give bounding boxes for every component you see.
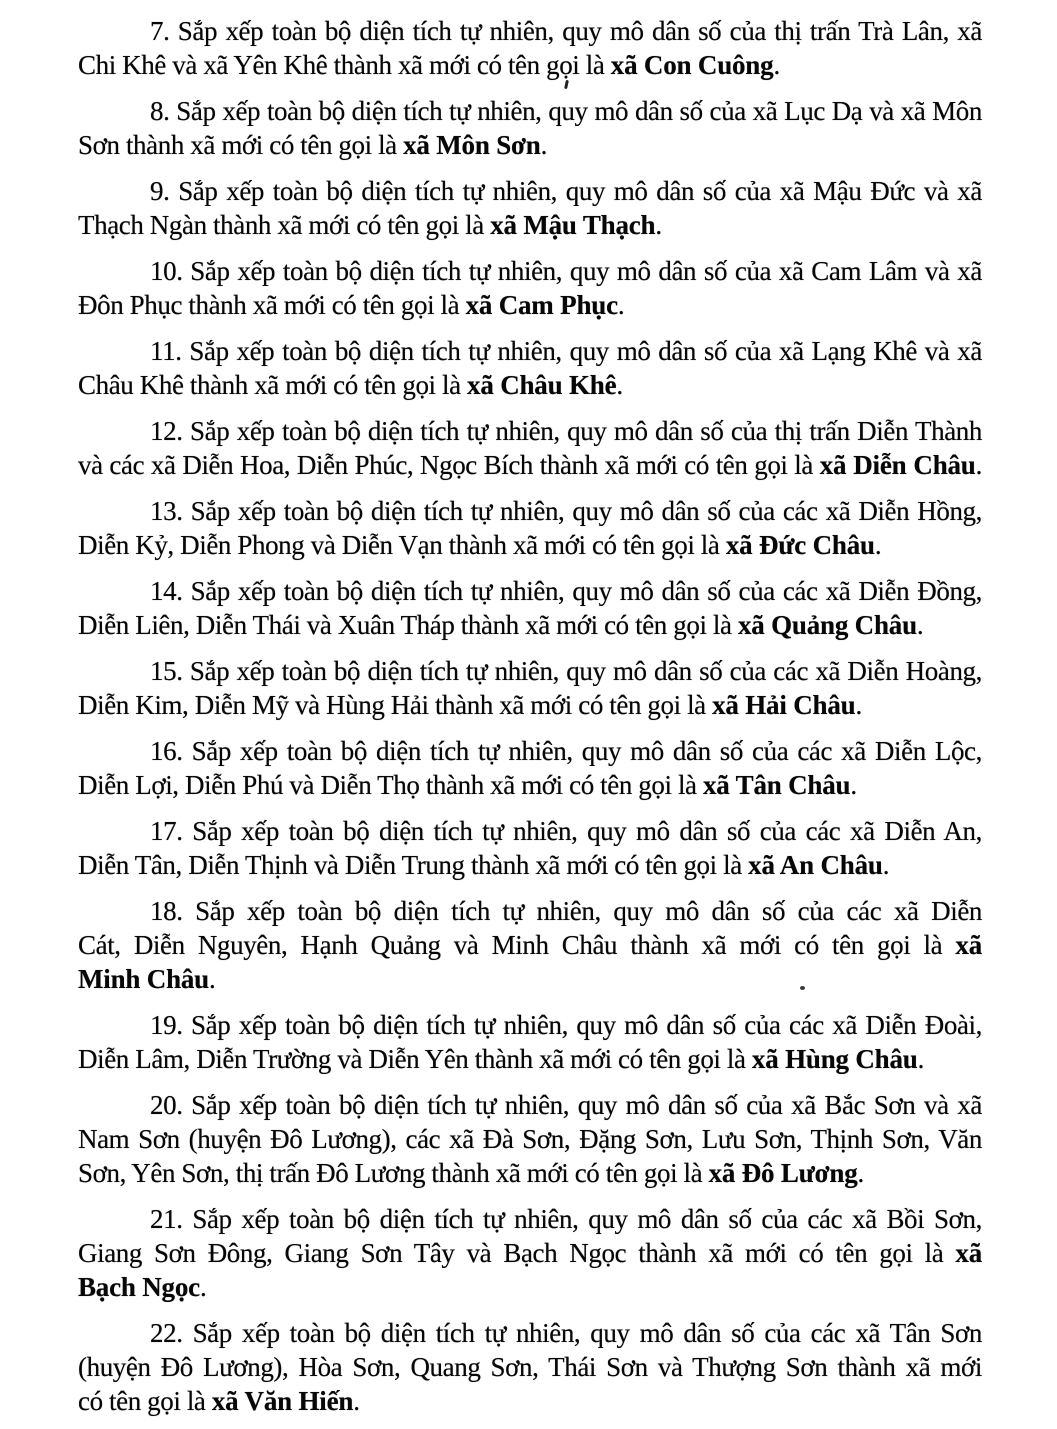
decree-item-10-line-1	[78, 254, 982, 288]
decree-item-22	[78, 1316, 982, 1418]
decree-item-16-line-1	[78, 734, 982, 768]
decree-text: .	[353, 1386, 360, 1416]
decree-item-14-line-2	[78, 608, 982, 642]
decree-item-12-line-1	[78, 414, 982, 448]
decree-text: 14. Sắp xếp toàn bộ diện tích tự nhiên, quy mô dân số của các xã Diễn Đồng,	[150, 576, 982, 606]
decree-item-15-line-2	[78, 688, 982, 722]
decree-item-8-line-1	[78, 94, 982, 128]
decree-item-13-line-1	[78, 494, 982, 528]
new-commune-name: xã Môn Sơn	[403, 130, 541, 160]
decree-item-13-line-2	[78, 528, 982, 562]
new-commune-name: xã Châu Khê	[467, 370, 617, 400]
document-body	[78, 14, 982, 1429]
decree-text: .	[916, 610, 924, 640]
decree-item-7-line-1	[78, 14, 982, 48]
decree-item-7-line-2	[78, 48, 982, 82]
decree-text: .	[773, 50, 780, 80]
decree-item-9	[78, 174, 982, 242]
decree-text: Diễn Lâm, Diễn Trường và Diễn Yên thành xã mới có tên gọi là	[78, 1044, 752, 1074]
decree-item-22-line-1	[78, 1316, 982, 1350]
decree-text: .	[199, 1272, 207, 1302]
new-commune-name: xã Cam Phục	[465, 290, 618, 320]
decree-item-20-line-1	[78, 1088, 982, 1122]
decree-text: 22. Sắp xếp toàn bộ diện tích tự nhiên, quy mô dân số của các xã Tân Sơn	[150, 1318, 982, 1348]
decree-item-9-line-1	[78, 174, 982, 208]
decree-item-11-line-2	[78, 368, 982, 402]
decree-item-21-line-1	[78, 1202, 982, 1236]
decree-text: và các xã Diễn Hoa, Diễn Phúc, Ngọc Bích thành xã mới có tên gọi là	[78, 450, 820, 480]
new-commune-name: Bạch Ngọc	[78, 1272, 200, 1302]
decree-item-14-line-1	[78, 574, 982, 608]
decree-text: Châu Khê thành xã mới có tên gọi là	[78, 370, 468, 400]
decree-text: 7. Sắp xếp toàn bộ diện tích tự nhiên, quy mô dân số của thị trấn Trà Lân, xã	[150, 16, 982, 46]
decree-text: Diễn Kim, Diễn Mỹ và Hùng Hải thành xã mới có tên gọi là	[78, 690, 713, 720]
decree-text: .	[882, 850, 890, 880]
decree-text: 11. Sắp xếp toàn bộ diện tích tự nhiên, quy mô dân số của xã Lạng Khê và xã	[150, 336, 982, 366]
decree-item-12	[78, 414, 982, 482]
decree-text: .	[617, 290, 625, 320]
decree-text: 13. Sắp xếp toàn bộ diện tích tự nhiên, quy mô dân số của các xã Diễn Hồng,	[150, 496, 982, 526]
decree-text: (huyện Đô Lương), Hòa Sơn, Quang Sơn, Thái Sơn và Thượng Sơn thành xã mới	[78, 1352, 982, 1382]
decree-item-17-line-1	[78, 814, 982, 848]
decree-item-19	[78, 1008, 982, 1076]
decree-item-8-line-2	[78, 128, 982, 162]
decree-text: 10. Sắp xếp toàn bộ diện tích tự nhiên, quy mô dân số của xã Cam Lâm và xã	[150, 256, 982, 286]
decree-item-22-line-3	[78, 1384, 982, 1418]
decree-item-16-line-2	[78, 768, 982, 802]
decree-item-14	[78, 574, 982, 642]
decree-text: có tên gọi là	[78, 1386, 212, 1416]
decree-text: Sơn, Yên Sơn, thị trấn Đô Lương thành xã mới có tên gọi là	[78, 1158, 709, 1188]
decree-text: .	[917, 1044, 924, 1074]
decree-text: 9. Sắp xếp toàn bộ diện tích tự nhiên, quy mô dân số của xã Mậu Đức và xã	[150, 176, 982, 206]
decree-text: 20. Sắp xếp toàn bộ diện tích tự nhiên, quy mô dân số của xã Bắc Sơn và xã	[150, 1090, 982, 1120]
decree-item-13	[78, 494, 982, 562]
decree-text: Đôn Phục thành xã mới có tên gọi là	[78, 290, 466, 320]
decree-text: 21. Sắp xếp toàn bộ diện tích tự nhiên, quy mô dân số của các xã Bồi Sơn,	[150, 1204, 982, 1234]
new-commune-name: Minh Châu	[78, 964, 209, 994]
decree-text: 19. Sắp xếp toàn bộ diện tích tự nhiên, quy mô dân số của các xã Diễn Đoài,	[150, 1010, 982, 1040]
decree-item-22-line-2	[78, 1350, 982, 1384]
decree-item-17	[78, 814, 982, 882]
scan-artifact-dot	[800, 986, 805, 990]
decree-item-19-line-2	[78, 1042, 982, 1076]
decree-text: 18. Sắp xếp toàn bộ diện tích tự nhiên, quy mô dân số của các xã Diễn	[150, 896, 982, 926]
decree-text: Diễn Lợi, Diễn Phú và Diễn Thọ thành xã mới có tên gọi là	[78, 770, 703, 800]
decree-text: .	[874, 530, 882, 560]
decree-item-20-line-2	[78, 1122, 982, 1156]
decree-item-20	[78, 1088, 982, 1190]
decree-text: Thạch Ngàn thành xã mới có tên gọi là	[78, 210, 491, 240]
new-commune-name: xã Hùng Châu	[751, 1044, 918, 1074]
decree-text: 17. Sắp xếp toàn bộ diện tích tự nhiên, quy mô dân số của các xã Diễn An,	[150, 816, 982, 846]
new-commune-name: xã Đức Châu	[725, 530, 875, 560]
decree-item-19-line-1	[78, 1008, 982, 1042]
decree-item-18-line-2	[78, 928, 982, 962]
decree-item-10	[78, 254, 982, 322]
decree-item-18-line-1	[78, 894, 982, 928]
decree-item-18	[78, 894, 982, 996]
decree-text: Diễn Liên, Diễn Thái và Xuân Tháp thành xã mới có tên gọi là	[78, 610, 738, 640]
decree-item-21-line-2	[78, 1236, 982, 1270]
decree-item-11-line-1	[78, 334, 982, 368]
new-commune-name: xã An Châu	[748, 850, 883, 880]
decree-item-17-line-2	[78, 848, 982, 882]
new-commune-name: xã Tân Châu	[703, 770, 851, 800]
decree-item-15-line-1	[78, 654, 982, 688]
new-commune-name: xã	[955, 930, 982, 960]
decree-text: 8. Sắp xếp toàn bộ diện tích tự nhiên, quy mô dân số của xã Lục Dạ và xã Môn	[150, 96, 982, 126]
decree-text: Chi Khê và xã Yên Khê thành xã mới có tên gọi là	[78, 50, 611, 80]
decree-item-8	[78, 94, 982, 162]
new-commune-name: xã Mậu Thạch	[490, 210, 656, 240]
new-commune-name: xã	[955, 1238, 982, 1268]
decree-item-18-line-3	[78, 962, 982, 996]
decree-item-12-line-2	[78, 448, 982, 482]
decree-item-21-line-3	[78, 1270, 982, 1304]
decree-text: .	[655, 210, 662, 240]
decree-text: 15. Sắp xếp toàn bộ diện tích tự nhiên, quy mô dân số của các xã Diễn Hoàng,	[150, 656, 982, 686]
decree-text: .	[975, 450, 982, 480]
decree-text: Diễn Kỷ, Diễn Phong và Diễn Vạn thành xã mới có tên gọi là	[78, 530, 726, 560]
new-commune-name: xã Con Cuông	[610, 50, 774, 80]
decree-text: .	[857, 1158, 864, 1188]
decree-item-20-line-3	[78, 1156, 982, 1190]
new-commune-name: xã Đô Lương	[708, 1158, 858, 1188]
decree-item-16	[78, 734, 982, 802]
decree-text: .	[540, 130, 547, 160]
new-commune-name: xã Quảng Châu	[737, 610, 917, 640]
decree-item-7	[78, 14, 982, 82]
decree-text: Diễn Tân, Diễn Thịnh và Diễn Trung thành xã mới có tên gọi là	[78, 850, 749, 880]
decree-text: Cát, Diễn Nguyên, Hạnh Quảng và Minh Châu thành xã mới có tên gọi là	[78, 930, 956, 960]
decree-text: .	[850, 770, 857, 800]
decree-text: Giang Sơn Đông, Giang Sơn Tây và Bạch Ngọc thành xã mới có tên gọi là	[78, 1238, 956, 1268]
decree-text: .	[855, 690, 862, 720]
new-commune-name: xã Diễn Châu	[819, 450, 976, 480]
decree-text: .	[209, 964, 216, 994]
decree-text: 16. Sắp xếp toàn bộ diện tích tự nhiên, quy mô dân số của các xã Diễn Lộc,	[150, 736, 982, 766]
decree-text: .	[616, 370, 623, 400]
decree-text: Sơn thành xã mới có tên gọi là	[78, 130, 404, 160]
new-commune-name: xã Hải Châu	[712, 690, 856, 720]
decree-item-15	[78, 654, 982, 722]
decree-text: 12. Sắp xếp toàn bộ diện tích tự nhiên, quy mô dân số của thị trấn Diễn Thành	[150, 416, 982, 446]
decree-item-10-line-2	[78, 288, 982, 322]
decree-item-11	[78, 334, 982, 402]
new-commune-name: xã Văn Hiến	[211, 1386, 354, 1416]
decree-item-9-line-2	[78, 208, 982, 242]
decree-item-21	[78, 1202, 982, 1304]
decree-text: Nam Sơn (huyện Đô Lương), các xã Đà Sơn, Đặng Sơn, Lưu Sơn, Thịnh Sơn, Văn	[78, 1124, 982, 1154]
